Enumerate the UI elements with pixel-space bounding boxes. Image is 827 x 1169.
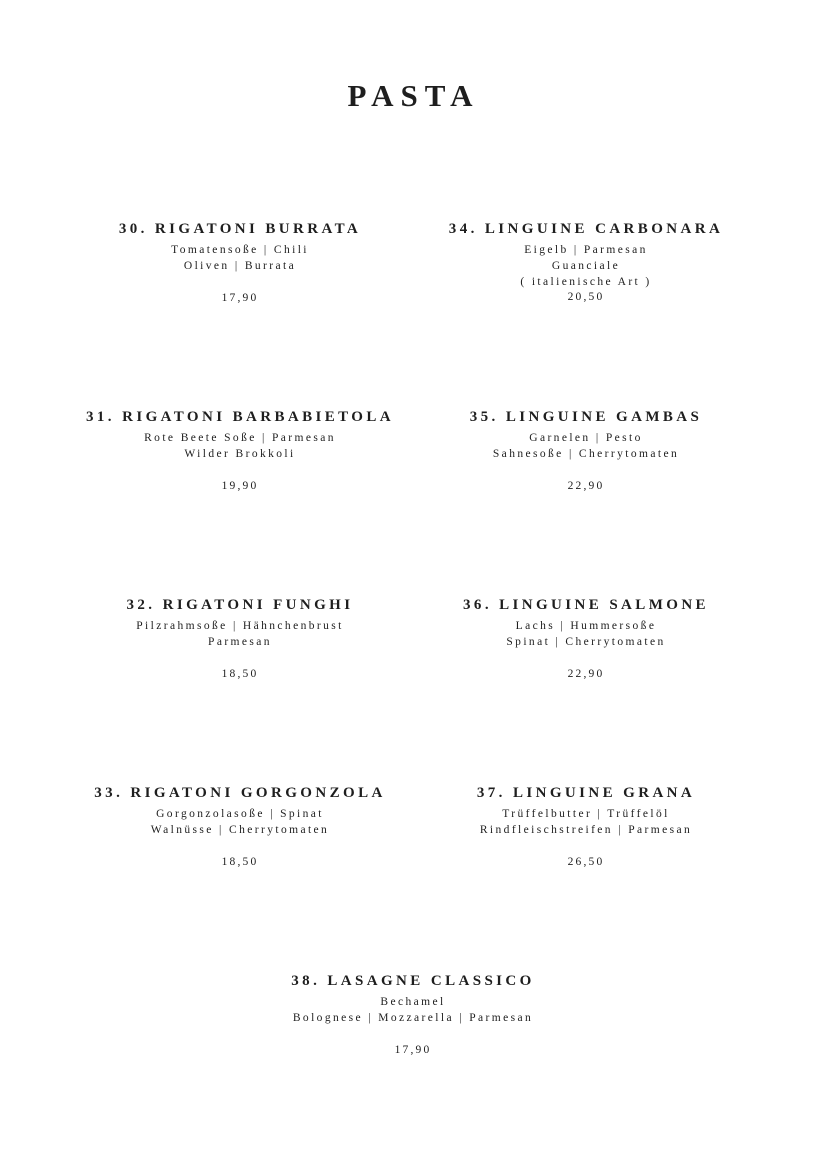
item-price: 18,50 [221,855,259,868]
menu-item [60,408,420,494]
item-name: 33. RIGATONI GORGONZOLA [94,785,386,801]
item-description-line: Parmesan [208,635,272,648]
item-name: 37. LINGUINE GRANA [476,785,696,801]
menu-item [406,408,766,494]
item-name: 36. LINGUINE SALMONE [463,597,709,613]
item-description-line: Wilder Brokkoli [184,447,296,460]
item-price: 17,90 [394,1043,432,1056]
menu-item [60,596,420,682]
item-description-line: Tomatensoße | Chili [171,244,309,256]
item-name: 35. LINGUINE GAMBAS [469,409,703,425]
item-price: 26,50 [567,855,605,868]
item-price: 17,90 [221,291,259,304]
page-title: PASTA [347,78,480,113]
item-price: 22,90 [567,667,605,680]
item-description-line: ( italienische Art ) [520,275,652,288]
menu-item [406,596,766,682]
item-description-line: Trüffelbutter | Trüffelöl [502,808,670,820]
item-description-line: Gorgonzolasoße | Spinat [156,808,324,820]
item-description-line: Bechamel [380,996,446,1008]
menu-item [406,784,766,870]
item-description-line: Pilzrahmsoße | Hähnchenbrust [136,620,344,632]
item-description-line: Bolognese | Mozzarella | Parmesan [292,1011,534,1024]
item-description-line: Walnüsse | Cherrytomaten [150,823,330,836]
item-description-line: Lachs | Hummersoße [515,620,657,632]
item-price: 19,90 [221,479,259,492]
item-price: 20,50 [567,291,605,304]
item-description-line: Sahnesoße | Cherrytomaten [492,447,680,460]
item-description-line: Rindfleischstreifen | Parmesan [479,823,693,836]
item-description-line: Rote Beete Soße | Parmesan [144,432,336,444]
item-price: 18,50 [221,667,259,680]
menu-item [406,220,766,305]
item-description-line: Oliven | Burrata [183,259,297,272]
item-description-line: Spinat | Cherrytomaten [506,635,666,648]
item-name: 32. RIGATONI FUNGHI [126,597,354,613]
item-description-line: Garnelen | Pesto [529,432,643,444]
item-name: 31. RIGATONI BARBABIETOLA [86,409,394,425]
item-name: 34. LINGUINE CARBONARA [448,221,724,237]
item-description-line: Guanciale [551,259,621,272]
item-price: 22,90 [567,479,605,492]
menu-item [60,784,420,870]
item-name: 38. LASAGNE CLASSICO [291,973,535,989]
item-description-line: Eigelb | Parmesan [524,244,648,256]
item-name: 30. RIGATONI BURRATA [118,221,362,237]
menu-item [233,972,593,1058]
menu-item [60,220,420,306]
